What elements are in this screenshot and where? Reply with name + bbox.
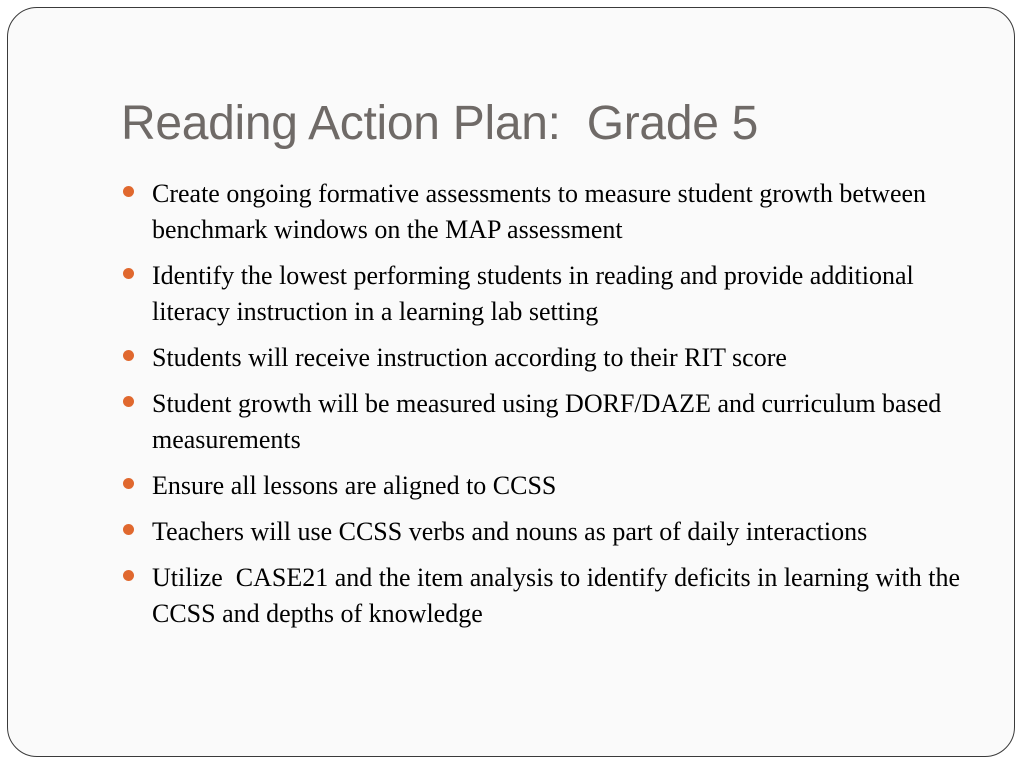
bullet-text: Ensure all lessons are aligned to CCSS <box>152 471 557 500</box>
bullet-text: Students will receive instruction according to their RIT score <box>152 343 787 372</box>
bullet-item <box>121 468 971 504</box>
slide-title: Reading Action Plan: Grade 5 <box>121 97 759 150</box>
bullet-item <box>121 176 971 248</box>
bullet-text: Student growth will be measured using DORF/DAZE and curriculum based measurements <box>152 389 942 454</box>
bullet-item <box>121 340 971 376</box>
bullet-text: Identify the lowest performing students in reading and provide additional literacy instruction in a learning lab setting <box>152 261 914 326</box>
bullet-dot-icon <box>123 350 134 361</box>
slide-frame <box>7 7 1015 757</box>
bullet-item <box>121 560 971 632</box>
bullet-text: Teachers will use CCSS verbs and nouns as part of daily interactions <box>152 517 868 546</box>
bullet-dot-icon <box>123 396 134 407</box>
bullet-text: Utilize CASE21 and the item analysis to identify deficits in learning with the CCSS and depths of knowledge <box>152 563 967 628</box>
bullet-dot-icon <box>123 186 134 197</box>
bullet-list <box>121 176 971 642</box>
bullet-item <box>121 386 971 458</box>
bullet-dot-icon <box>123 524 134 535</box>
bullet-text: Create ongoing formative assessments to measure student growth between benchmark windows on the MAP assessment <box>152 179 927 244</box>
bullet-dot-icon <box>123 570 134 581</box>
bullet-item <box>121 258 971 330</box>
bullet-dot-icon <box>123 268 134 279</box>
bullet-dot-icon <box>123 478 134 489</box>
bullet-item <box>121 514 971 550</box>
